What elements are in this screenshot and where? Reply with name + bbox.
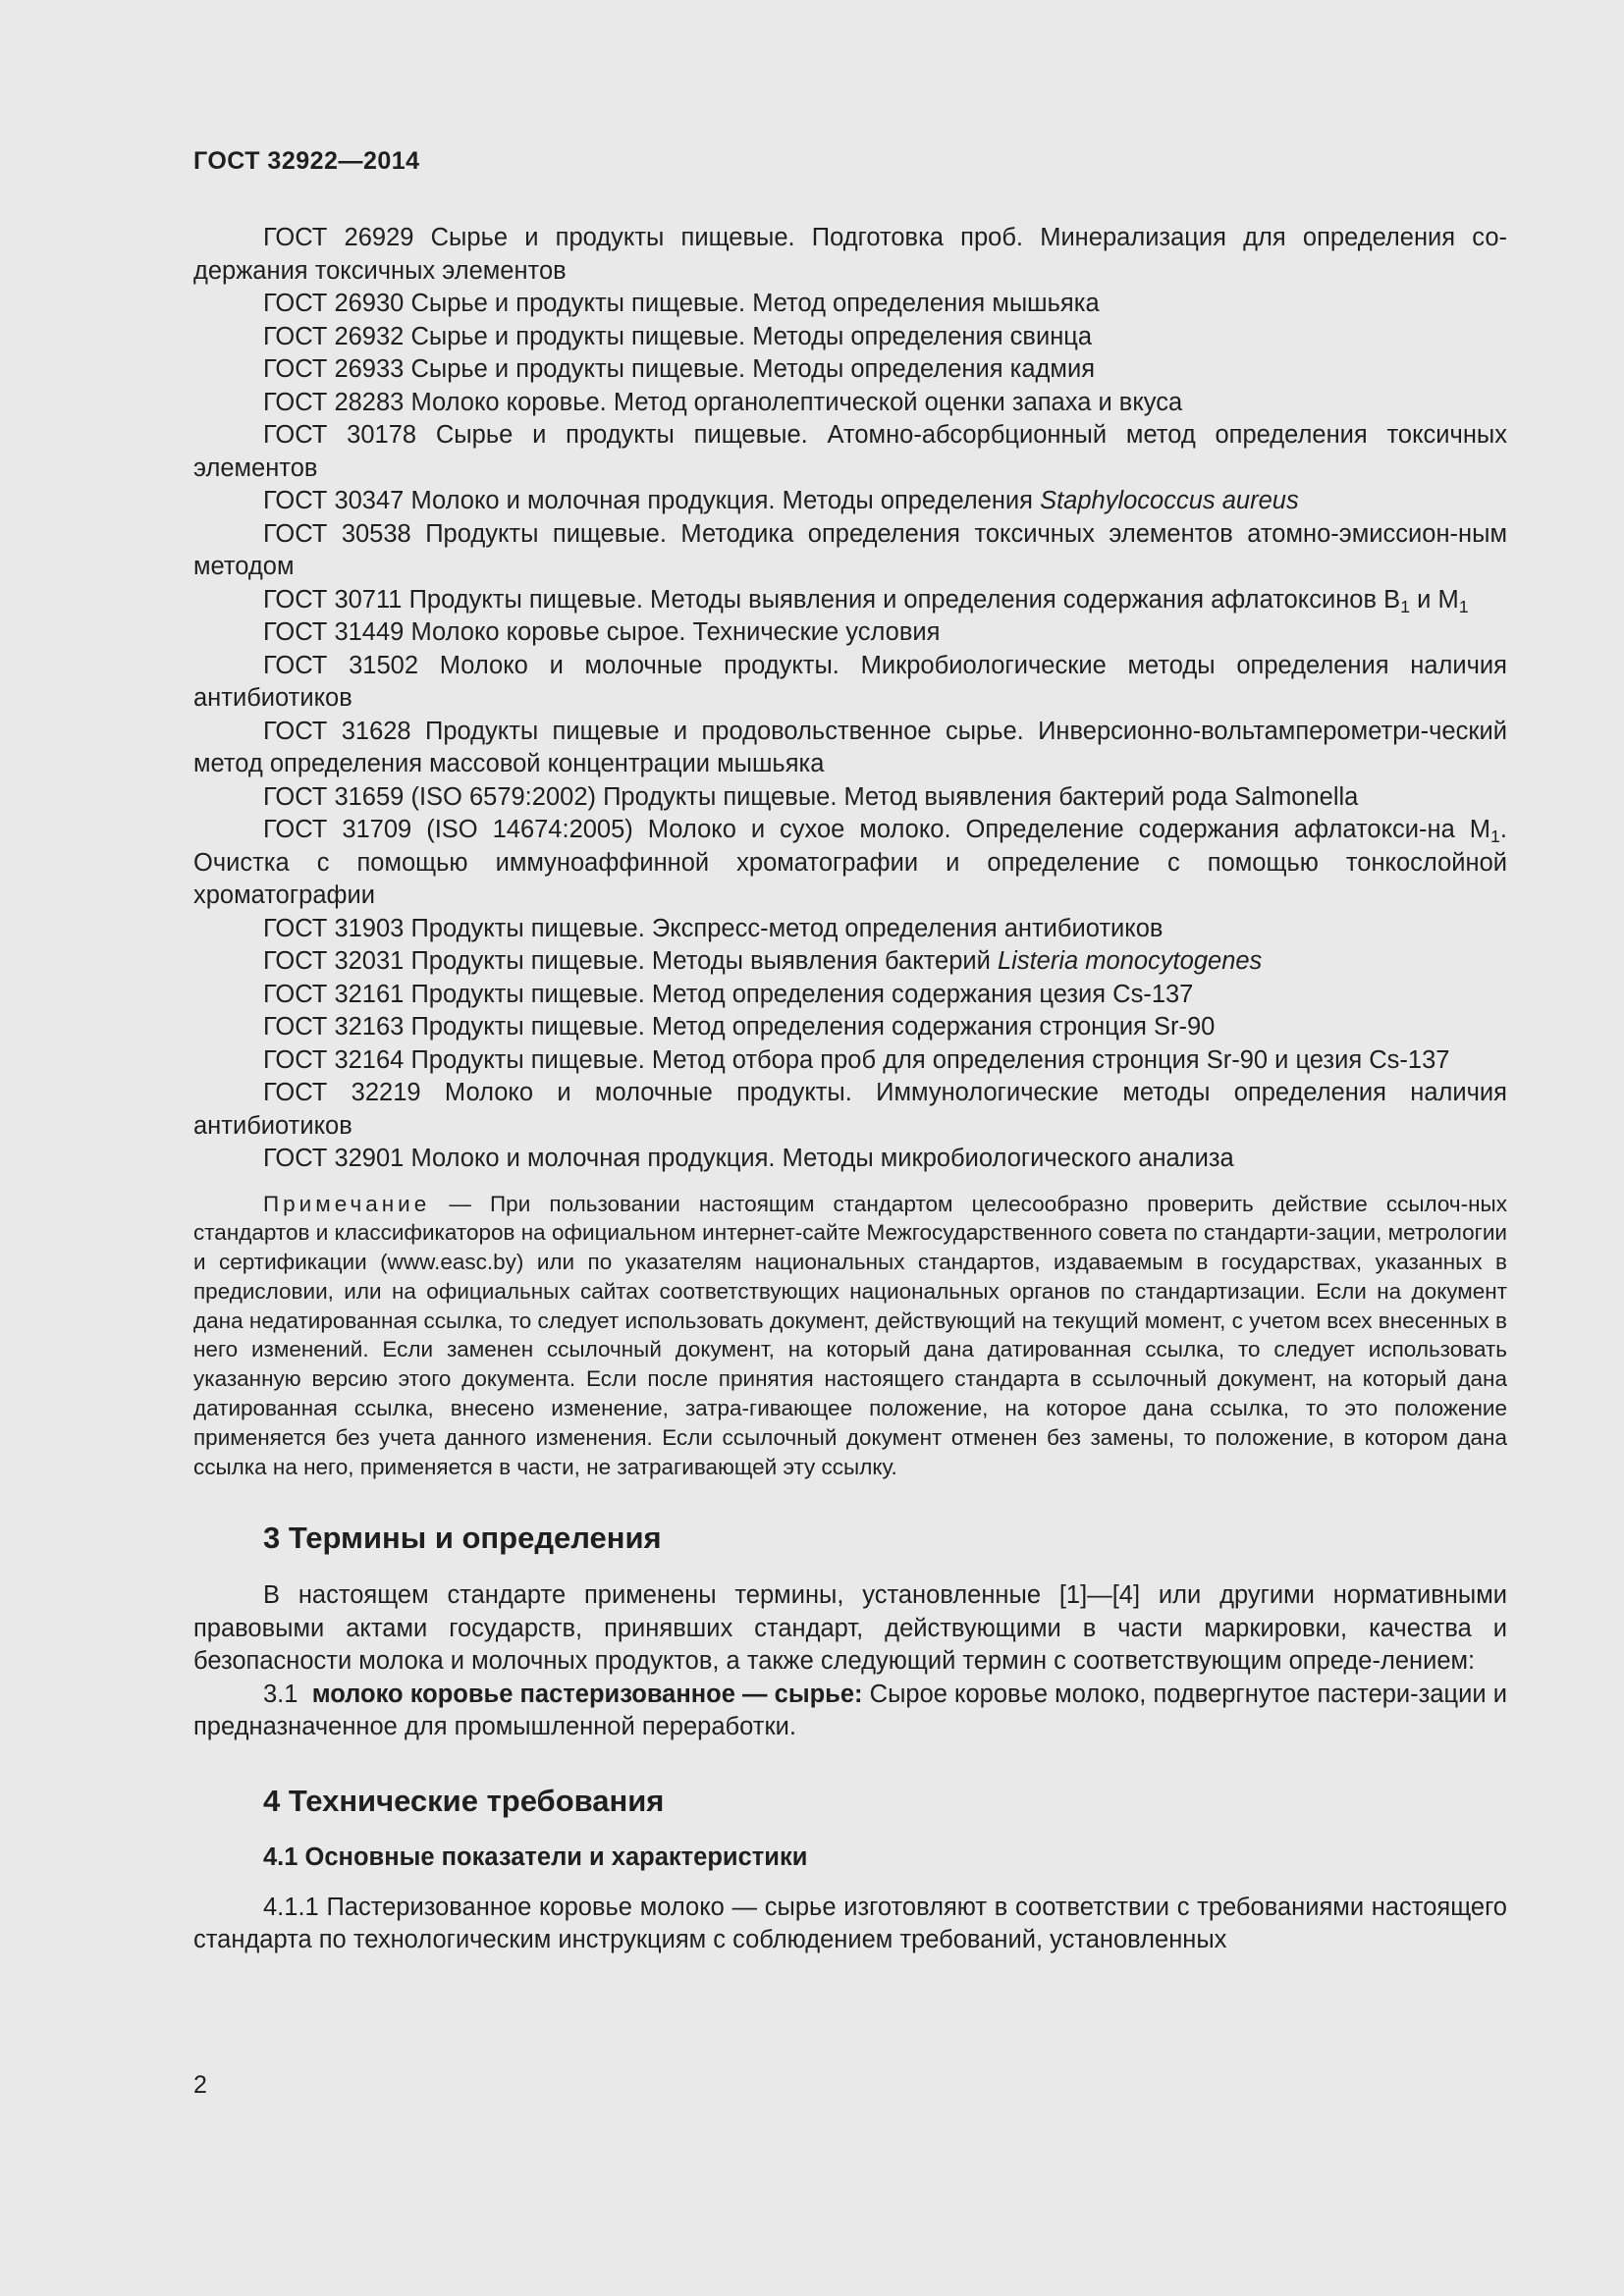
reference-item: ГОСТ 32901 Молоко и молочная продукция. Методы микробиологического анализа [263, 1145, 1234, 1172]
document-header: ГОСТ 32922—2014 [193, 147, 420, 175]
reference-item: ГОСТ 31659 (ISO 6579:2002) Продукты пищевые. Метод выявления бактерий рода Salmonella [263, 782, 1359, 811]
reference-item: ГОСТ 32219 Молоко и молочные продукты. Иммунологические методы определения наличия антибиотиков [193, 1079, 1507, 1140]
reference-item: ГОСТ 30711 Продукты пищевые. Методы выявления и определения содержания афлатоксинов $B_1$ и $M_1$ [263, 585, 1469, 616]
subsection-4-1-heading: 4.1 Основные показатели и характеристики [263, 1842, 808, 1871]
reference-item: ГОСТ 31903 Продукты пищевые. Экспресс-метод определения антибиотиков [263, 914, 1164, 942]
reference-item: ГОСТ 26932 Сырье и продукты пищевые. Методы определения свинца [263, 322, 1093, 350]
reference-list [193, 222, 1507, 1176]
section-3-heading: 3 Термины и определения [263, 1521, 662, 1556]
reference-item: ГОСТ 30178 Сырье и продукты пищевые. Атомно-абсорбционный метод определения токсичных элементов [193, 421, 1507, 482]
reference-item: ГОСТ 31628 Продукты пищевые и продовольственное сырье. Инверсионно-вольтамперометри-ческий метод определения массовой концентрации мышьяка [193, 717, 1507, 777]
reference-item: ГОСТ 28283 Молоко коровье. Метод органолептической оценки запаха и вкуса [263, 388, 1183, 416]
term-definition: 3.1 молоко коровье пастеризованное — сырье: Сырое коровье молоко, подвергнутое пастери-зации и предназначенное для промышленной переработки. [193, 1680, 1507, 1741]
reference-item: ГОСТ 26930 Сырье и продукты пищевые. Метод определения мышьяка [263, 290, 1100, 317]
reference-item: ГОСТ 31709 (ISO 14674:2005) Молоко и сухое молоко. Определение содержания афлатокси-на $M_1$. Очистка с помощью иммуноаффинной хроматографии и определение с помощью тонкослойной хроматографии [193, 816, 1507, 909]
reference-note [193, 1190, 1507, 1482]
reference-item: ГОСТ 30347 Молоко и молочная продукция. Методы определения Staphylococcus aureus [263, 487, 1299, 514]
reference-item: ГОСТ 32163 Продукты пищевые. Метод определения содержания стронция Sr-90 [263, 1013, 1216, 1041]
reference-item: ГОСТ 31449 Молоко коровье сырое. Технические условия [263, 618, 941, 646]
page-content [193, 222, 1507, 1957]
section-4-heading: 4 Технические требования [263, 1783, 665, 1818]
section-4-paragraph: 4.1.1 Пастеризованное коровье молоко — сырье изготовляют в соответствии с требованиями настоящего стандарта по технологическим инструкциям с соблюдением требований, установленных [193, 1893, 1507, 1954]
note-label: Примечание [263, 1191, 431, 1216]
reference-item: ГОСТ 30538 Продукты пищевые. Методика определения токсичных элементов атомно-эмиссион-ным методом [193, 519, 1507, 580]
reference-item: ГОСТ 32164 Продукты пищевые. Метод отбора проб для определения стронция Sr-90 и цезия Cs-137 [263, 1045, 1450, 1074]
reference-item: ГОСТ 26929 Сырье и продукты пищевые. Подготовка проб. Минерализация для определения со-держания токсичных элементов [193, 224, 1507, 285]
page-number: 2 [193, 2071, 207, 2099]
reference-item: ГОСТ 31502 Молоко и молочные продукты. Микробиологические методы определения наличия антибиотиков [193, 651, 1507, 712]
section-3-intro: В настоящем стандарте применены термины, установленные [1]—[4] или другими нормативными правовыми актами государств, принявших стандарт, действующими в части маркировки, качества и безопасности молока и молочных продуктов, а также следующий термин с соответствующим опреде-лением: [193, 1581, 1507, 1676]
reference-item: ГОСТ 32161 Продукты пищевые. Метод определения содержания цезия Cs-137 [263, 980, 1194, 1008]
reference-item: ГОСТ 32031 Продукты пищевые. Методы выявления бактерий Listeria monocytogenes [263, 947, 1263, 975]
reference-item: ГОСТ 26933 Сырье и продукты пищевые. Методы определения кадмия [263, 355, 1096, 383]
note-text: — При пользовании настоящим стандартом целесообразно проверить действие ссылоч-ных стандартов и классификаторов на официальном интернет-сайте Межгосударственного совета по стандарти-зации, метрологии и сертификации (www.easc.by) или по указателям национальных стандартов, издаваемым в государствах, указанных в предисловии, или на официальных сайтах соответствующих национальных органов по стандартизации. Если на документ дана недатированная ссылка, то следует использовать документ, действующий на текущий момент, с учетом всех внесенных в него изменений. Если заменен ссылочный документ, на который дана датированная ссылка, то следует использовать указанную версию этого документа. Если после принятия настоящего стандарта в ссылочный документ, на который дана датированная ссылка, внесено изменение, затра-гивающее положение, на которое дана ссылка, то это положение применяется без учета данного изменения. Если ссылочный документ отменен без замены, то положение, в котором дана ссылка на него, применяется в части, не затрагивающей эту ссылку. [193, 1191, 1507, 1479]
